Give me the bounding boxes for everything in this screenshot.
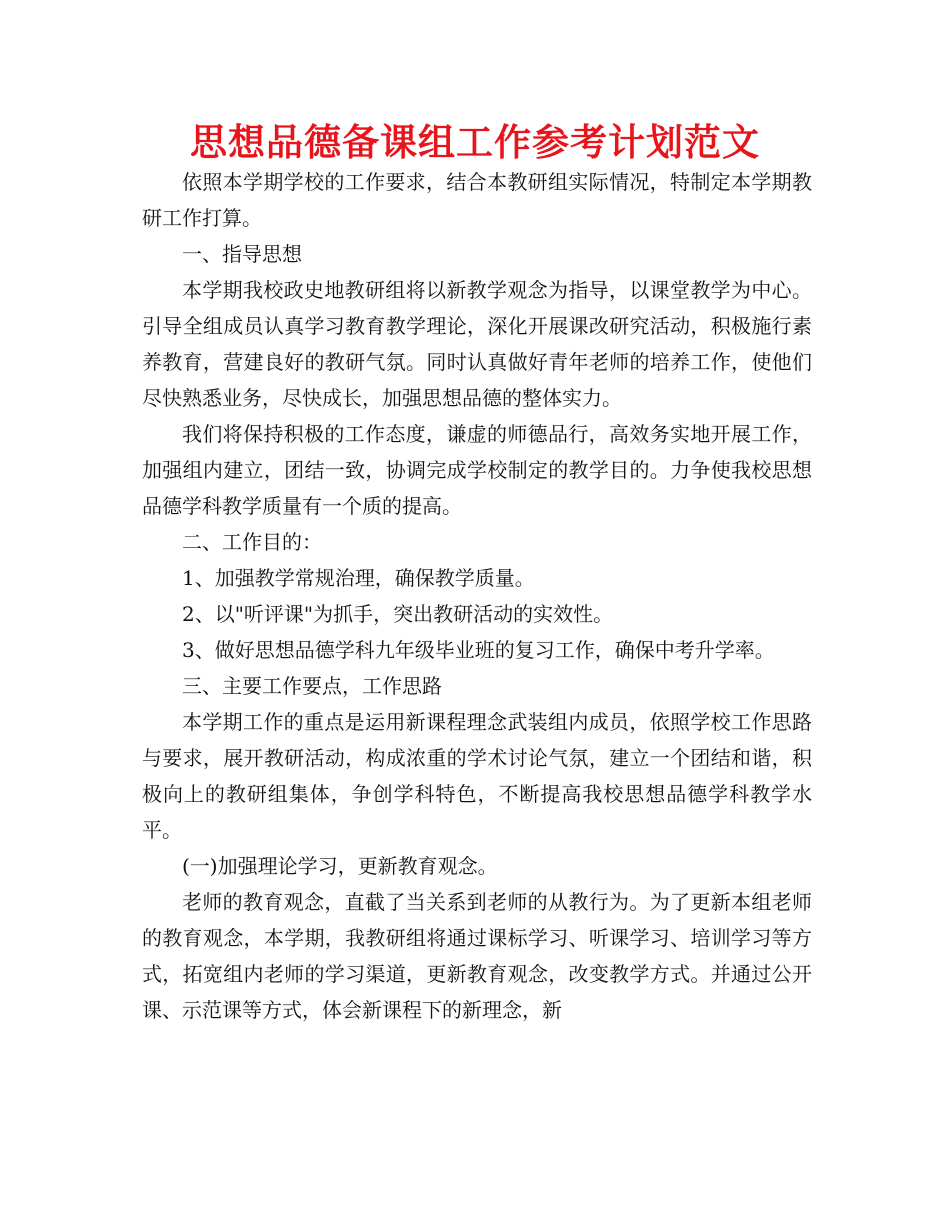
heading-work-goals: 二、工作目的： [182, 530, 322, 554]
paragraph-main-points: 本学期工作的重点是运用新课程理念武装组内成员，依照学校工作思路与要求，展开教研活动，构成浓重的学术讨论气氛，建立一个团结和谐，积极向上的教研组集体，争创学科特色，不断提高我校思想品德学科教学水平。 [142, 710, 812, 842]
goal-item-2: 2、以"听评课"为抓手，突出教研活动的实效性。 [182, 602, 614, 626]
document-title: 思想品德备课组工作参考计划范文 [190, 121, 760, 164]
goal-item-1: 1、加强教学常规治理，确保教学质量。 [182, 566, 535, 590]
goal-item-3: 3、做好思想品德学科九年级毕业班的复习工作，确保中考升学率。 [182, 638, 775, 662]
paragraph-guiding-ideology: 本学期我校政史地教研组将以新教学观念为指导，以课堂教学为中心。引导全组成员认真学习教育教学理论，深化开展课改研究活动，积极施行素养教育，营建良好的教研气氛。同时认真做好青年老师的培养工作，使他们尽快熟悉业务，尽快成长，加强思想品德的整体实力。 [142, 278, 812, 410]
paragraph-theory-study: 老师的教育观念，直截了当关系到老师的从教行为。为了更新本组老师的教育观念，本学期，我教研组将通过课标学习、听课学习、培训学习等方式，拓宽组内老师的学习渠道，更新教育观念，改变教学方式。并通过公开课、示范课等方式，体会新课程下的新理念，新 [142, 890, 812, 1022]
heading-guiding-ideology: 一、指导思想 [182, 242, 302, 266]
subheading-theory-study: (一)加强理论学习，更新教育观念。 [182, 854, 498, 878]
heading-main-points: 三、主要工作要点，工作思路 [182, 674, 442, 698]
paragraph-intro: 依照本学期学校的工作要求，结合本教研组实际情况，特制定本学期教研工作打算。 [142, 170, 812, 230]
paragraph-work-attitude: 我们将保持积极的工作态度，谦虚的师德品行，高效务实地开展工作，加强组内建立，团结一致，协调完成学校制定的教学目的。力争使我校思想品德学科教学质量有一个质的提高。 [142, 422, 812, 518]
document-body [142, 164, 812, 1028]
